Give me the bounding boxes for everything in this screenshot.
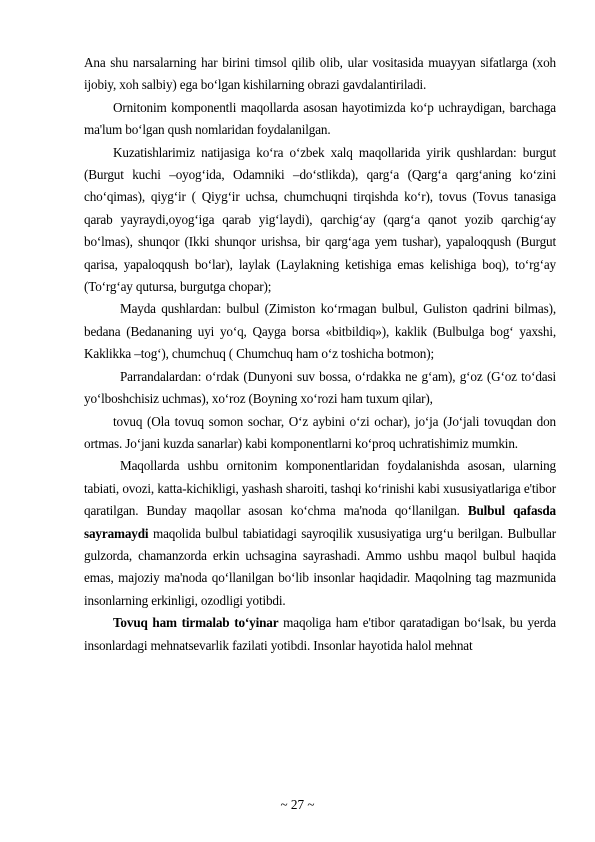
paragraph <box>84 455 556 612</box>
text-run: Parrandalardan: o‘rdak (Dunyoni suv bossa, o‘rdakka ne g‘am), g‘oz (G‘oz to‘dasi yo‘lboshchisiz uchmas), xo‘roz (Boyning xo‘rozi ham tuxum qilar), <box>84 368 556 407</box>
paragraph <box>84 298 556 365</box>
text-run: maqoliga ham e'tibor qaratadigan bo‘lsak, bu yerda insonlardagi mehnatsevarlik fazilati yotibdi. Insonlar hayotida halol mehnat <box>84 615 556 653</box>
text-run: Mayda qushlardan: bulbul (Zimiston ko‘rmagan bulbul, Guliston qadrini bilmas), bedana (Bedananing uyi yo‘q, Qayga borsa «bitbildiq»), kaklik (Bulbulga bog‘ yaxshi, Kaklikka –tog‘), chumchuq ( Chumchuq ham o‘z toshicha botmon); <box>84 301 556 362</box>
paragraph <box>84 366 556 411</box>
bold-phrase: Bulbul qafasda sayramaydi <box>84 503 557 541</box>
paragraph <box>84 97 556 142</box>
paragraph <box>84 142 556 299</box>
text-run: Ornitonim komponentli maqollarda asosan hayotimizda ko‘p uchraydigan, barchaga ma'lum bo‘lgan qush nomlaridan foydalanilgan. <box>84 99 556 138</box>
page-number: ~ 27 ~ <box>280 797 315 812</box>
paragraph <box>84 612 556 657</box>
paragraph <box>84 411 556 456</box>
text-run: Maqollarda ushbu ornitonim komponentlaridan foydalanishda asosan, ularning tabiati, ovozi, katta-kichikligi, yashash sharoiti, tashqi ko‘rinishi kabi xususiyatlariga e'tibor qaratilgan. Bunday maqollar asosan ko‘chma ma'noda qo‘llanilgan. <box>84 458 556 519</box>
text-run: Ana shu narsalarning har birini timsol qilib olib, ular vositasida muayyan sifatlarga (xoh ijobiy, xoh salbiy) ega bo‘lgan kishilarning obrazi gavdalantiriladi. <box>84 55 556 93</box>
body-text <box>84 52 556 657</box>
text-run: tovuq (Ola tovuq somon sochar, O‘z aybini o‘zi ochar), jo‘ja (Jo‘jali tovuqdan don ortmas. Jo‘jani kuzda sanarlar) kabi komponentlarni ko‘proq uchratishimiz mumkin. <box>84 413 556 451</box>
paragraph <box>84 52 556 97</box>
bold-phrase: Tovuq ham tirmalab to‘yinar <box>113 615 279 631</box>
text-run: maqolida bulbul tabiatidagi sayroqilik xususiyatiga urg‘u berilgan. Bulbullar gulzorda, chamanzorda erkin uchsagina sayrashadi. Ammo ushbu maqol bulbul haqida emas, majoziy ma'noda qo‘llanilgan bo‘lib insonlar haqidadir. Maqolning tag mazmunida insonlarning erkinligi, ozodligi yotibdi. <box>84 525 556 608</box>
text-run: Kuzatishlarimiz natijasiga ko‘ra o‘zbek xalq maqollarida yirik qushlardan: burgut (Burgut kuchi –oyog‘ida, Odamniki –do‘stlikda), qarg‘a (Qarg‘a qarg‘aning ko‘zini cho‘qimas), qiyg‘ir ( Qiyg‘ir uchsa, chumchuqni tirqishda ko‘r), tovus (Tovus tanasiga qarab yayraydi,oyog‘iga qarab yig‘laydi), qarchig‘ay (qarg‘a qanot yozib qarchig‘ay bo‘lmas), shunqor (Ikki shunqor urishsa, bir qarg‘aga yem tushar), yapaloqqush (Burgut qarisa, yapaloqqush bo‘lar), laylak (Laylakning ketishiga emas kelishiga boq), to‘rg‘ay (To‘rg‘ay qutursa, burgutga chopar); <box>84 144 556 295</box>
